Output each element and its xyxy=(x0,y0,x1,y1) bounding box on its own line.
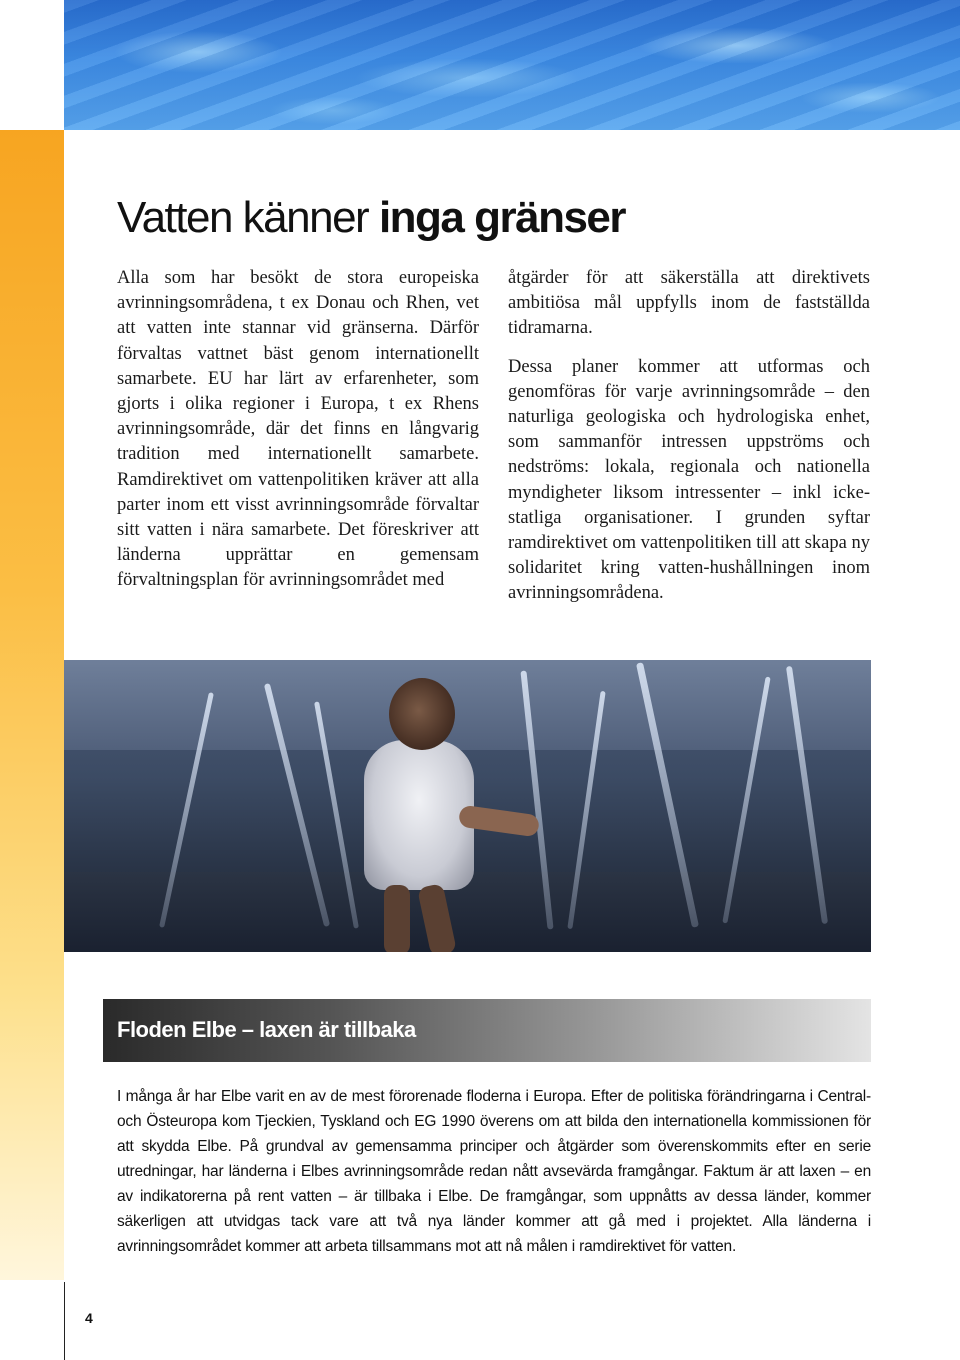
footer-rule xyxy=(64,1282,65,1360)
info-box-text: I många år har Elbe varit en av de mest förorenade floderna i Europa. Efter de politiska förändringarna i Central- och Östeuropa kom Tjeckien, Tyskland och EG 1990 överens om att bilda den internationella kommissionen för att skydda Elbe. På grundval av gemensamma principer och åtgärder som överenskommits efter en serie utredningar, har länderna i Elbes avrinningsområde redan nått avsevärda framgångar. Faktum är att laxen – en av indikatorerna på rent vatten – är tillbaka i Elbe. De framgångar, som uppnåtts av dessa länder, kommer säkerligen att utvidgas tack vare att två nya länder kommer att gå med i projektet. Alla länderna i avrinningsområdet kommer att arbeta tillsammans mot att nå målen i ramdirektivet för vatten. xyxy=(117,1088,871,1255)
page-number: 4 xyxy=(85,1310,93,1326)
water-banner-image xyxy=(64,0,960,130)
body-paragraph: Alla som har besökt de stora europeiska avrinningsområdena, t ex Donau och Rhen, vet att vatten inte stannar vid gränserna. Därför förvaltas vattnet bäst genom internationellt samarbete. EU har lärt av erfarenheter, som gjorts i olika regioner i Europa, t ex Rhens avrinningsområde, där det finns en långvarig tradition med internationellt samarbete. Ramdirektivet om vattenpolitiken kräver att alla parter inom ett visst avrinningsområde förvaltar sitt vatten i nära samarbete. Det föreskriver att länderna upprättar en gemensam förvaltningsplan för avrinningsområdet med xyxy=(117,268,479,591)
child-leg xyxy=(384,885,410,952)
photo-background xyxy=(64,660,871,750)
page-title-light: Vatten känner xyxy=(117,193,369,242)
info-box-title: Floden Elbe – laxen är tillbaka xyxy=(117,1017,416,1042)
body-paragraph: Dessa planer kommer att utformas och genomföras för varje avrinningsområde – den naturliga geologiska och hydrologiska enhet, som sammanför intressen uppströms och nedströms: lokala, regionala och nationella myndigheter liksom intressenter – inkl icke-statliga organisationer. I grunden syftar ramdirektivet om vattenpolitiken till att skapa ny solidaritet kring vatten-hushållningen inom avrinningsområdena. xyxy=(508,356,870,604)
body-column-right xyxy=(508,266,870,607)
body-column-left xyxy=(117,266,479,594)
child-figure xyxy=(364,740,474,890)
page-title xyxy=(117,190,625,246)
page-title-bold: inga gränser xyxy=(378,193,626,242)
body-paragraph: åtgärder för att säkerställa att direktivets ambitiösa mål uppfylls inom de fastställda tidramarna. xyxy=(508,268,870,339)
child-head xyxy=(389,678,455,750)
fountain-photo xyxy=(64,660,871,952)
info-box-header xyxy=(103,999,871,1062)
orange-side-bar xyxy=(0,130,64,1280)
